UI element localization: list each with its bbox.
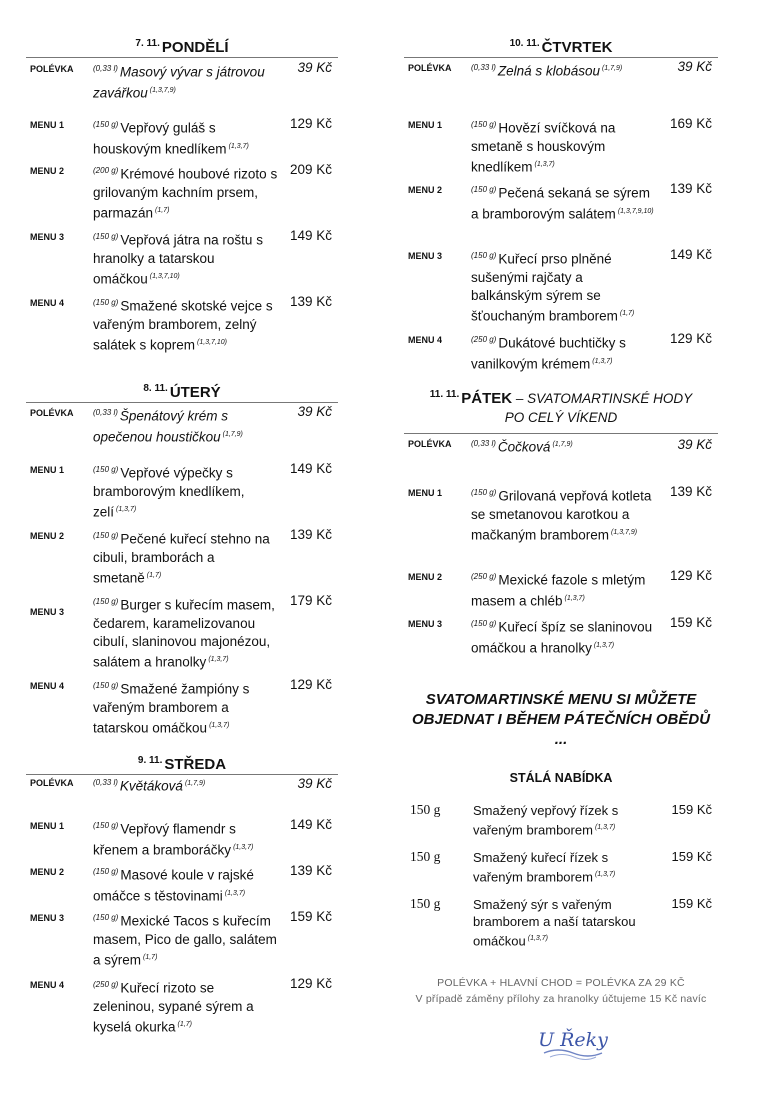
dish-name: $^{(0,33 l)}$ Čočková $^{(1,7,9)}$ <box>471 439 573 455</box>
dish-name: $^{(250 g)}$ Mexické fazole s mletým masem a chléb $^{(1,3,7)}$ <box>471 572 646 608</box>
dish-name: $^{(150 g)}$ Pečená sekaná se sýrem a bramborovým salátem $^{(1,3,7,9,10)}$ <box>471 185 654 221</box>
dish-name: $^{(150 g)}$ Masové koule v rajské omáčce s těstovinami $^{(1,3,7)}$ <box>93 867 254 903</box>
dish-name: $^{(150 g)}$ Mexické Tacos s kuřecím masem, Pico de gallo, salátem a sýrem $^{(1,7)}$ <box>93 913 277 967</box>
dish-name: $^{(150 g)}$ Hovězí svíčková na smetaně s houskovým knedlíkem $^{(1,3,7)}$ <box>471 120 616 174</box>
dish-name: Smažený kuřecí řízek s vařeným bramborem $^{(1,3,7)}$ <box>473 850 616 885</box>
dish-name: $^{(150 g)}$ Smažené skotské vejce s vařeným bramborem, zelný salátek s koprem $^{(1,3,7,10)}$ <box>93 298 273 352</box>
day-title: $^{10. 11.}$ ČTVRTEK <box>509 38 613 56</box>
day-title: $^{7. 11.}$ PONDĚLÍ <box>135 38 229 56</box>
dish-name: Smažený vepřový řízek s vařeným bramborem $^{(1,3,7)}$ <box>473 803 619 838</box>
dish-name: $^{(150 g)}$ Smažené žampióny s vařeným bramborem a tatarskou omáčkou $^{(1,3,7)}$ <box>93 681 250 735</box>
dish-name: $^{(150 g)}$ Pečené kuřecí stehno na cibuli, bramborách a smetaně $^{(1,7)}$ <box>93 531 270 585</box>
dish-name: Smažený sýr s vařeným bramborem a naší tatarskou omáčkou $^{(1,3,7)}$ <box>473 897 636 949</box>
divider <box>404 433 718 434</box>
dish-name: $^{(0,33 l)}$ Špenátový krém s opečenou houstičkou $^{(1,7,9)}$ <box>93 408 243 444</box>
dish-name: $^{(150 g)}$ Kuřecí špíz se slaninovou omáčkou a hranolky $^{(1,3,7)}$ <box>471 619 653 655</box>
dish-name: $^{(150 g)}$ Vepřový flamendr s křenem a bramboráčky $^{(1,3,7)}$ <box>93 821 254 857</box>
promo-text: SVATOMARTINSKÉ MENU SI MŮŽETE OBJEDNAT I BĚHEM PÁTEČNÍCH OBĚDŮ ... <box>411 691 711 748</box>
dish-name: $^{(150 g)}$ Vepřové výpečky s bramborovým knedlíkem, zelí $^{(1,3,7)}$ <box>93 465 245 519</box>
logo-graphic <box>538 1022 608 1062</box>
dish-name: $^{(150 g)}$ Vepřový guláš s houskovým knedlíkem $^{(1,3,7)}$ <box>93 120 249 156</box>
divider <box>26 57 338 58</box>
svg-text:U Řeky: U Řeky <box>538 1029 608 1051</box>
day-title: $^{8. 11.}$ ÚTERÝ <box>143 383 221 401</box>
day-tuesday <box>26 378 338 403</box>
day-wednesday <box>26 750 338 775</box>
day-friday <box>404 385 718 434</box>
day-monday <box>26 33 338 58</box>
footer-note: POLÉVKA + HLAVNÍ CHOD = POLÉVKA ZA 29 KČ V případě záměny přílohy za hranolky účtujeme 15 Kč navíc <box>415 977 707 1005</box>
stala-nabidka-title: STÁLÁ NABÍDKA <box>509 771 613 785</box>
dish-name: $^{(0,33 l)}$ Květáková $^{(1,7,9)}$ <box>93 778 206 794</box>
dish-name: $^{(200 g)}$ Krémové houbové rizoto s grilovaným kachním prsem, parmazán $^{(1,7)}$ <box>93 166 278 220</box>
day-title: $^{11. 11.}$ PÁTEK – SVATOMARTINSKÉ HODY PO CELÝ VÍKEND <box>429 389 693 425</box>
divider <box>26 402 338 403</box>
dish-name: $^{(150 g)}$ Kuřecí prso plněné sušenými rajčaty a balkánským sýrem se šťouchaným bramborem $^{(1,7)}$ <box>471 251 635 323</box>
restaurant-logo <box>538 1022 608 1062</box>
day-thursday <box>404 33 718 58</box>
dish-name: $^{(250 g)}$ Kuřecí rizoto se zeleninou, sypané sýrem a kyselá okurka $^{(1,7)}$ <box>93 980 254 1034</box>
dish-name: $^{(250 g)}$ Dukátové buchtičky s vanilkovým krémem $^{(1,3,7)}$ <box>471 335 626 371</box>
dish-name: $^{(150 g)}$ Vepřová játra na roštu s hranolky a tatarskou omáčkou $^{(1,3,7,10)}$ <box>93 232 263 286</box>
dish-name: $^{(0,33 l)}$ Masový vývar s játrovou zavářkou $^{(1,3,7,9)}$ <box>93 64 265 100</box>
dish-name: $^{(150 g)}$ Burger s kuřecím masem, čedarem, karamelizovanou cibulí, slaninovou majonézou, salátem a hranolky $^{(1,3,7)}$ <box>93 597 275 669</box>
dish-name: $^{(150 g)}$ Grilovaná vepřová kotleta se smetanovou karotkou a mačkaným bramborem $^{(1,3,7,9)}$ <box>471 488 652 542</box>
day-title: $^{9. 11.}$ STŘEDA <box>137 755 227 773</box>
dish-name: $^{(0,33 l)}$ Zelná s klobásou $^{(1,7,9)}$ <box>471 63 623 79</box>
divider <box>404 57 718 58</box>
